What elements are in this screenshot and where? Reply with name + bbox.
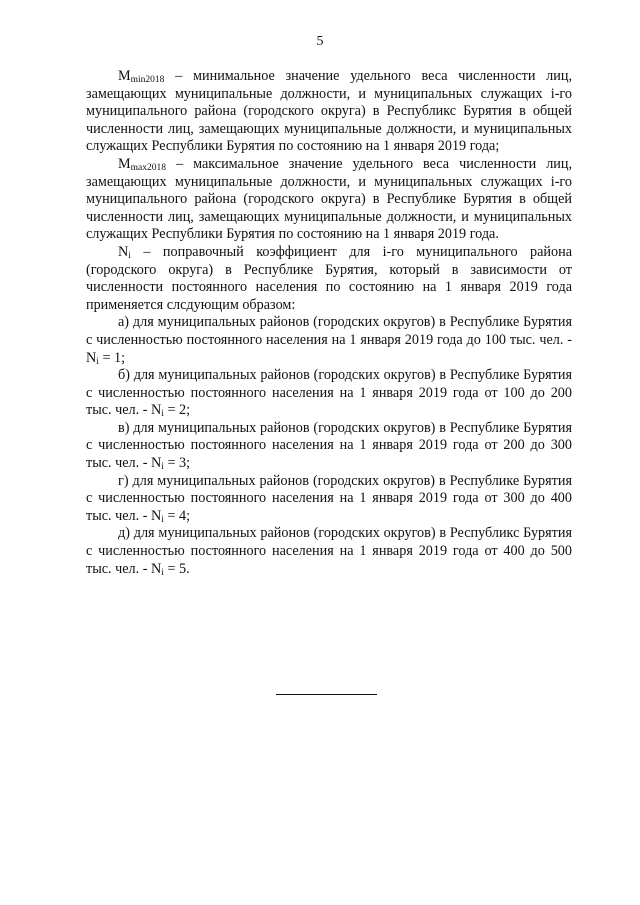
symbol: M bbox=[118, 155, 131, 172]
list-item-d bbox=[86, 525, 572, 578]
definition-m-min bbox=[86, 68, 572, 156]
definition-text: – максимальное значение удельного веса численности лиц, замещающих муниципальные должности, и муниципальных служащих i-го муниципального района (городского округа) в Республике Бурятия в общей численности лиц, замещающих муниципальные должности, и муниципальных служащих Республики Бурятия по состоянию на 1 января 2019 года. bbox=[86, 155, 572, 243]
page-number: 5 bbox=[316, 34, 324, 49]
symbol-subscript: min2018 bbox=[130, 75, 165, 85]
item-tail: = 1; bbox=[98, 349, 126, 366]
item-subscript: i bbox=[161, 514, 164, 525]
item-text: г) для муниципальных районов (городских округов) в Республике Бурятия с численностью постоянного населения на 1 января 2019 года от 300 до 400 тыс. чел. - N bbox=[86, 472, 572, 524]
item-text: в) для муниципальных районов (городских округов) в Республике Бурятия с численностью постоянного населения на 1 января 2019 года от 200 до 300 тыс. чел. - N bbox=[86, 419, 572, 472]
list-item-v bbox=[86, 420, 572, 473]
symbol-subscript: i bbox=[128, 250, 131, 261]
end-of-document-rule bbox=[276, 694, 377, 695]
item-subscript: i bbox=[161, 409, 164, 420]
item-subscript: i bbox=[161, 462, 164, 473]
item-text: б) для муниципальных районов (городских округов) в Республике Бурятия с численностью постоянного населения на 1 января 2019 года от 100 до 200 тыс. чел. - N bbox=[86, 367, 572, 419]
item-tail: = 4; bbox=[163, 507, 191, 524]
list-item-b bbox=[86, 367, 572, 420]
list-item-g bbox=[86, 473, 572, 526]
definition-text: – поправочный коэффициент для i-го муниципального района (городского округа) в Республике Бурятия, который в зависимости от численности постоянного населения по состоянию на 1 января 2019 года применяется слсдующим образом: bbox=[86, 243, 572, 313]
symbol-subscript: max2018 bbox=[130, 162, 166, 173]
item-text: д) для муниципальных районов (городских округов) в Республикс Бурятия с численностью постоянного населения на 1 января 2019 года от 400 до 500 тыс. чел. - N bbox=[86, 525, 572, 577]
item-subscript: i bbox=[161, 567, 164, 578]
item-tail: = 5. bbox=[163, 560, 190, 577]
symbol: M bbox=[118, 68, 131, 84]
item-tail: = 3; bbox=[163, 455, 191, 472]
list-item-a bbox=[86, 314, 572, 367]
document-body bbox=[86, 68, 572, 578]
item-tail: = 2; bbox=[163, 402, 191, 419]
definition-m-max bbox=[86, 156, 572, 244]
item-subscript: i bbox=[96, 356, 99, 367]
definition-text: – минимальное значение удельного веса численности лиц, замещающих муниципальные должности, и муниципальных служащих i-го муниципального района (городского округа) в Республикс Бурятия в общей численности лиц, замещающих муниципальные должности, и муниципальных служащих Республики Бурятия по состоянию на 1 января 2019 года; bbox=[86, 68, 572, 155]
item-text: а) для муниципальных районов (городских округов) в Республике Бурятия с численностью постоянного населения на 1 января 2019 года до 100 тыс. чел. - N bbox=[86, 314, 572, 366]
definition-n-i bbox=[86, 244, 572, 314]
symbol: N bbox=[118, 243, 129, 260]
